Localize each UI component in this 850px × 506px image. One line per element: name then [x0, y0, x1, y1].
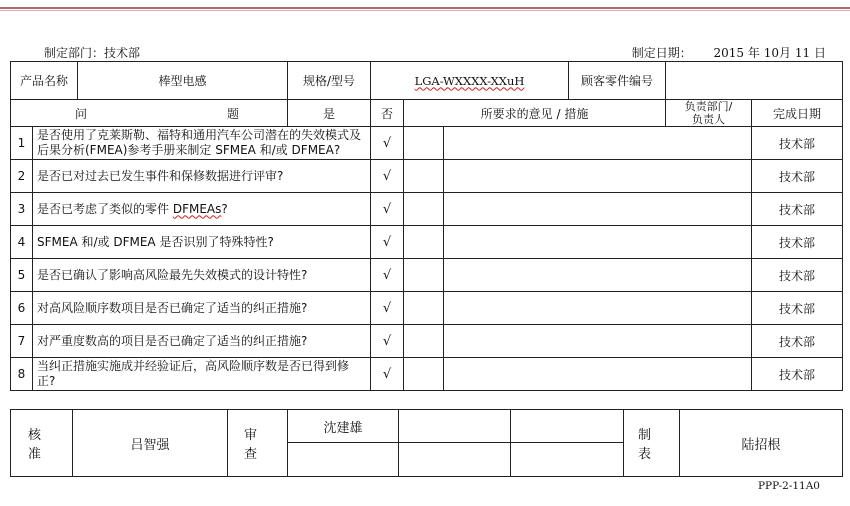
row-number: 3: [11, 193, 33, 226]
row-action: [444, 292, 752, 325]
table-row: [11, 358, 843, 391]
yes-check: √: [371, 325, 404, 358]
no-check: [404, 325, 444, 358]
row-question-text: SFMEA 和/或 DFMEA 是否识别了特殊特性?: [37, 234, 274, 249]
row-dept: 技术部: [752, 325, 843, 358]
product-name-label: 产品名称: [11, 62, 78, 100]
row-question-tail: ?: [221, 201, 228, 216]
row-dept: 技术部: [752, 193, 843, 226]
table-row: [11, 226, 843, 259]
opinion-header: 所要求的意见 / 措施: [404, 100, 666, 127]
row-action: [444, 259, 752, 292]
review-label: 审查: [228, 410, 288, 477]
yes-check: √: [371, 292, 404, 325]
table-row: [11, 193, 843, 226]
header-rule: [0, 0, 850, 10]
table-row: [11, 292, 843, 325]
due-header: 完成日期: [752, 100, 843, 127]
question-header-b: 题: [227, 106, 240, 121]
row-question-text: 当纠正措施实施成并经验证后，高风险顺序数是否已得到修正?: [37, 359, 350, 388]
row-question-text: 对严重度数高的项目是否已确定了适当的纠正措施?: [37, 333, 308, 348]
review-cell-b1: [511, 410, 624, 443]
product-row: [11, 62, 843, 100]
yes-check: √: [371, 193, 404, 226]
row-question-text: 是否已确认了影响高风险最先失效模式的设计特性?: [37, 267, 308, 282]
table-row: [11, 259, 843, 292]
review-cell-a2: [399, 443, 511, 477]
row-number: 8: [11, 358, 33, 391]
row-question-text: 是否已对过去已发生事件和保修数据进行评审?: [37, 168, 284, 183]
row-question: [33, 226, 371, 259]
row-question: [33, 292, 371, 325]
row-number: 2: [11, 160, 33, 193]
row-dept: 技术部: [752, 127, 843, 160]
row-question: [33, 160, 371, 193]
date-line: [632, 44, 826, 61]
no-header: 否: [371, 100, 404, 127]
dept-label: 制定部门：技术部: [44, 46, 141, 60]
row-number: 1: [11, 127, 33, 160]
row-question: [33, 358, 371, 391]
row-action: [444, 127, 752, 160]
row-question: [33, 259, 371, 292]
spec-label: 规格/型号: [288, 62, 371, 100]
no-check: [404, 127, 444, 160]
dept-header-line2: 负责人: [692, 113, 726, 126]
yes-check: √: [371, 127, 404, 160]
no-check: [404, 160, 444, 193]
date-day: 11: [794, 46, 811, 60]
row-action: [444, 160, 752, 193]
date-month-unit: 月: [779, 46, 792, 60]
yes-header: 是: [288, 100, 371, 127]
prepare-label: 制表: [624, 410, 680, 477]
preparer-name: 陆招根: [680, 410, 843, 477]
spec-value-text: LGA-WXXXX-XXuH: [414, 73, 525, 88]
spec-value: [371, 62, 569, 100]
yes-check: √: [371, 358, 404, 391]
row-action: [444, 226, 752, 259]
row-action: [444, 358, 752, 391]
date-month: 10: [763, 46, 780, 60]
column-header-row: [11, 100, 843, 127]
question-header-a: 问: [75, 106, 88, 121]
review-cell-c2: [288, 443, 399, 477]
row-question: [33, 193, 371, 226]
yes-check: √: [371, 259, 404, 292]
approve-label: 核准: [11, 410, 73, 477]
row-dept: 技术部: [752, 259, 843, 292]
row-dept: 技术部: [752, 226, 843, 259]
dept-header-line1: 负责部门/: [684, 100, 733, 113]
row-action: [444, 193, 752, 226]
reviewer-name: 沈建雄: [288, 410, 399, 443]
row-number: 7: [11, 325, 33, 358]
row-dept: 技术部: [752, 358, 843, 391]
product-name-value: 棒型电感: [78, 62, 288, 100]
row-number: 4: [11, 226, 33, 259]
rows-body: [11, 127, 843, 391]
document-code: PPP-2-11A0: [757, 480, 820, 492]
date-year-unit: 年: [747, 46, 760, 60]
date-label: 制定日期：: [631, 46, 692, 60]
checklist-table: [10, 61, 843, 391]
row-dept: 技术部: [752, 292, 843, 325]
row-question-text: 对高风险顺序数项目是否已确定了适当的纠正措施?: [37, 300, 308, 315]
yes-check: √: [371, 226, 404, 259]
row-question-text: 是否使用了克莱斯勒、福特和通用汽车公司潜在的失效模式及后果分析(FMEA)参考手册来制定 SFMEA 和/或 DFMEA?: [37, 128, 362, 157]
date-year: 2015: [713, 46, 745, 60]
dept-header: [666, 100, 752, 127]
no-check: [404, 226, 444, 259]
row-number: 5: [11, 259, 33, 292]
row-number: 6: [11, 292, 33, 325]
row-question-mark: DFMEAs: [172, 201, 222, 216]
no-check: [404, 358, 444, 391]
table-row: [11, 325, 843, 358]
row-dept: 技术部: [752, 160, 843, 193]
row-question: [33, 127, 371, 160]
row-action: [444, 325, 752, 358]
question-header: [11, 100, 288, 127]
customer-part-value: [666, 62, 843, 100]
signoff-table: [10, 409, 843, 477]
row-question: [33, 325, 371, 358]
table-row: [11, 160, 843, 193]
customer-part-label: 顾客零件编号: [569, 62, 666, 100]
review-cell-b2: [511, 443, 624, 477]
no-check: [404, 259, 444, 292]
row-question-text: 是否已考虑了类似的零件: [37, 201, 173, 216]
no-check: [404, 193, 444, 226]
table-row: [11, 127, 843, 160]
review-cell-a1: [399, 410, 511, 443]
approver-name: 吕智强: [73, 410, 228, 477]
date-day-unit: 日: [813, 46, 826, 60]
yes-check: √: [371, 160, 404, 193]
no-check: [404, 292, 444, 325]
